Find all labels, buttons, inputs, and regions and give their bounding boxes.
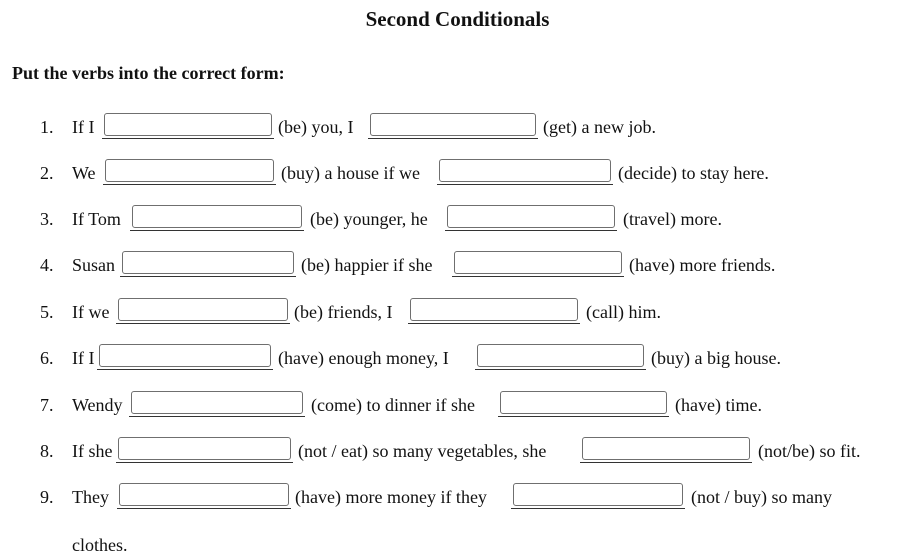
exercise-text: (decide) to stay here. bbox=[618, 163, 769, 183]
exercise-number: 3. bbox=[40, 209, 54, 229]
worksheet-title: Second Conditionals bbox=[365, 7, 550, 31]
answer-input[interactable] bbox=[477, 344, 644, 367]
answer-blank bbox=[498, 391, 669, 417]
answer-input[interactable] bbox=[439, 159, 611, 182]
exercise-number: 2. bbox=[40, 163, 54, 183]
answer-blank bbox=[437, 159, 613, 185]
exercise-row-1 bbox=[0, 112, 915, 142]
exercise-text: (be) you, I bbox=[278, 117, 354, 137]
exercise-text: If I bbox=[72, 348, 95, 368]
answer-input[interactable] bbox=[118, 437, 291, 460]
exercise-text: (have) more money if they bbox=[295, 487, 487, 507]
exercise-text: (be) younger, he bbox=[310, 209, 428, 229]
exercise-text: Wendy bbox=[72, 395, 123, 415]
exercise-text: If I bbox=[72, 117, 95, 137]
exercise-text: We bbox=[72, 163, 96, 183]
answer-blank bbox=[129, 391, 305, 417]
exercise-text: (not/be) so fit. bbox=[758, 441, 861, 461]
exercise-row-6 bbox=[0, 343, 915, 373]
answer-input[interactable] bbox=[104, 113, 272, 136]
exercise-text: (buy) a house if we bbox=[281, 163, 420, 183]
worksheet-instructions: Put the verbs into the correct form: bbox=[12, 63, 285, 83]
answer-input[interactable] bbox=[410, 298, 578, 321]
answer-input[interactable] bbox=[122, 251, 294, 274]
answer-blank bbox=[475, 344, 646, 370]
exercise-number: 6. bbox=[40, 348, 54, 368]
answer-input[interactable] bbox=[513, 483, 683, 506]
exercise-9-continuation: clothes. bbox=[72, 535, 128, 555]
answer-blank bbox=[452, 251, 624, 277]
exercise-text: If Tom bbox=[72, 209, 121, 229]
answer-input[interactable] bbox=[119, 483, 289, 506]
answer-input[interactable] bbox=[370, 113, 536, 136]
answer-blank bbox=[368, 113, 538, 139]
exercise-row-8 bbox=[0, 436, 915, 466]
exercise-number: 4. bbox=[40, 255, 54, 275]
answer-input[interactable] bbox=[132, 205, 302, 228]
answer-blank bbox=[103, 159, 276, 185]
exercise-row-9 bbox=[0, 482, 915, 512]
exercise-text: They bbox=[72, 487, 109, 507]
exercise-row-7 bbox=[0, 390, 915, 420]
exercise-text: If she bbox=[72, 441, 113, 461]
answer-input[interactable] bbox=[131, 391, 303, 414]
exercise-text: (have) enough money, I bbox=[278, 348, 449, 368]
answer-blank bbox=[117, 483, 291, 509]
exercise-text: (call) him. bbox=[586, 302, 661, 322]
exercise-number: 5. bbox=[40, 302, 54, 322]
answer-blank bbox=[116, 437, 293, 463]
answer-blank bbox=[580, 437, 752, 463]
exercise-text: (get) a new job. bbox=[543, 117, 656, 137]
exercise-text: (travel) more. bbox=[623, 209, 722, 229]
exercise-number: 7. bbox=[40, 395, 54, 415]
answer-input[interactable] bbox=[582, 437, 750, 460]
exercise-text: (have) more friends. bbox=[629, 255, 776, 275]
answer-input[interactable] bbox=[454, 251, 622, 274]
answer-input[interactable] bbox=[500, 391, 667, 414]
answer-input[interactable] bbox=[105, 159, 274, 182]
exercise-number: 8. bbox=[40, 441, 54, 461]
answer-blank bbox=[408, 298, 580, 324]
answer-input[interactable] bbox=[99, 344, 271, 367]
exercise-text: (be) happier if she bbox=[301, 255, 433, 275]
exercise-text: (come) to dinner if she bbox=[311, 395, 475, 415]
answer-blank bbox=[511, 483, 685, 509]
exercise-text: Susan bbox=[72, 255, 116, 275]
exercise-number: 9. bbox=[40, 487, 54, 507]
exercise-text: (not / eat) so many vegetables, she bbox=[298, 441, 547, 461]
exercise-text: (be) friends, I bbox=[294, 302, 393, 322]
exercise-text: (not / buy) so many bbox=[691, 487, 832, 507]
answer-input[interactable] bbox=[447, 205, 615, 228]
exercise-text: If we bbox=[72, 302, 110, 322]
answer-input[interactable] bbox=[118, 298, 288, 321]
exercise-row-5 bbox=[0, 297, 915, 327]
exercise-text: (have) time. bbox=[675, 395, 762, 415]
exercise-row-3 bbox=[0, 204, 915, 234]
exercise-row-2 bbox=[0, 158, 915, 188]
answer-blank bbox=[97, 344, 273, 370]
exercise-number: 1. bbox=[40, 117, 54, 137]
answer-blank bbox=[445, 205, 617, 231]
answer-blank bbox=[116, 298, 290, 324]
exercise-text: (buy) a big house. bbox=[651, 348, 781, 368]
answer-blank bbox=[102, 113, 274, 139]
answer-blank bbox=[120, 251, 296, 277]
answer-blank bbox=[130, 205, 304, 231]
exercise-row-4 bbox=[0, 250, 915, 280]
